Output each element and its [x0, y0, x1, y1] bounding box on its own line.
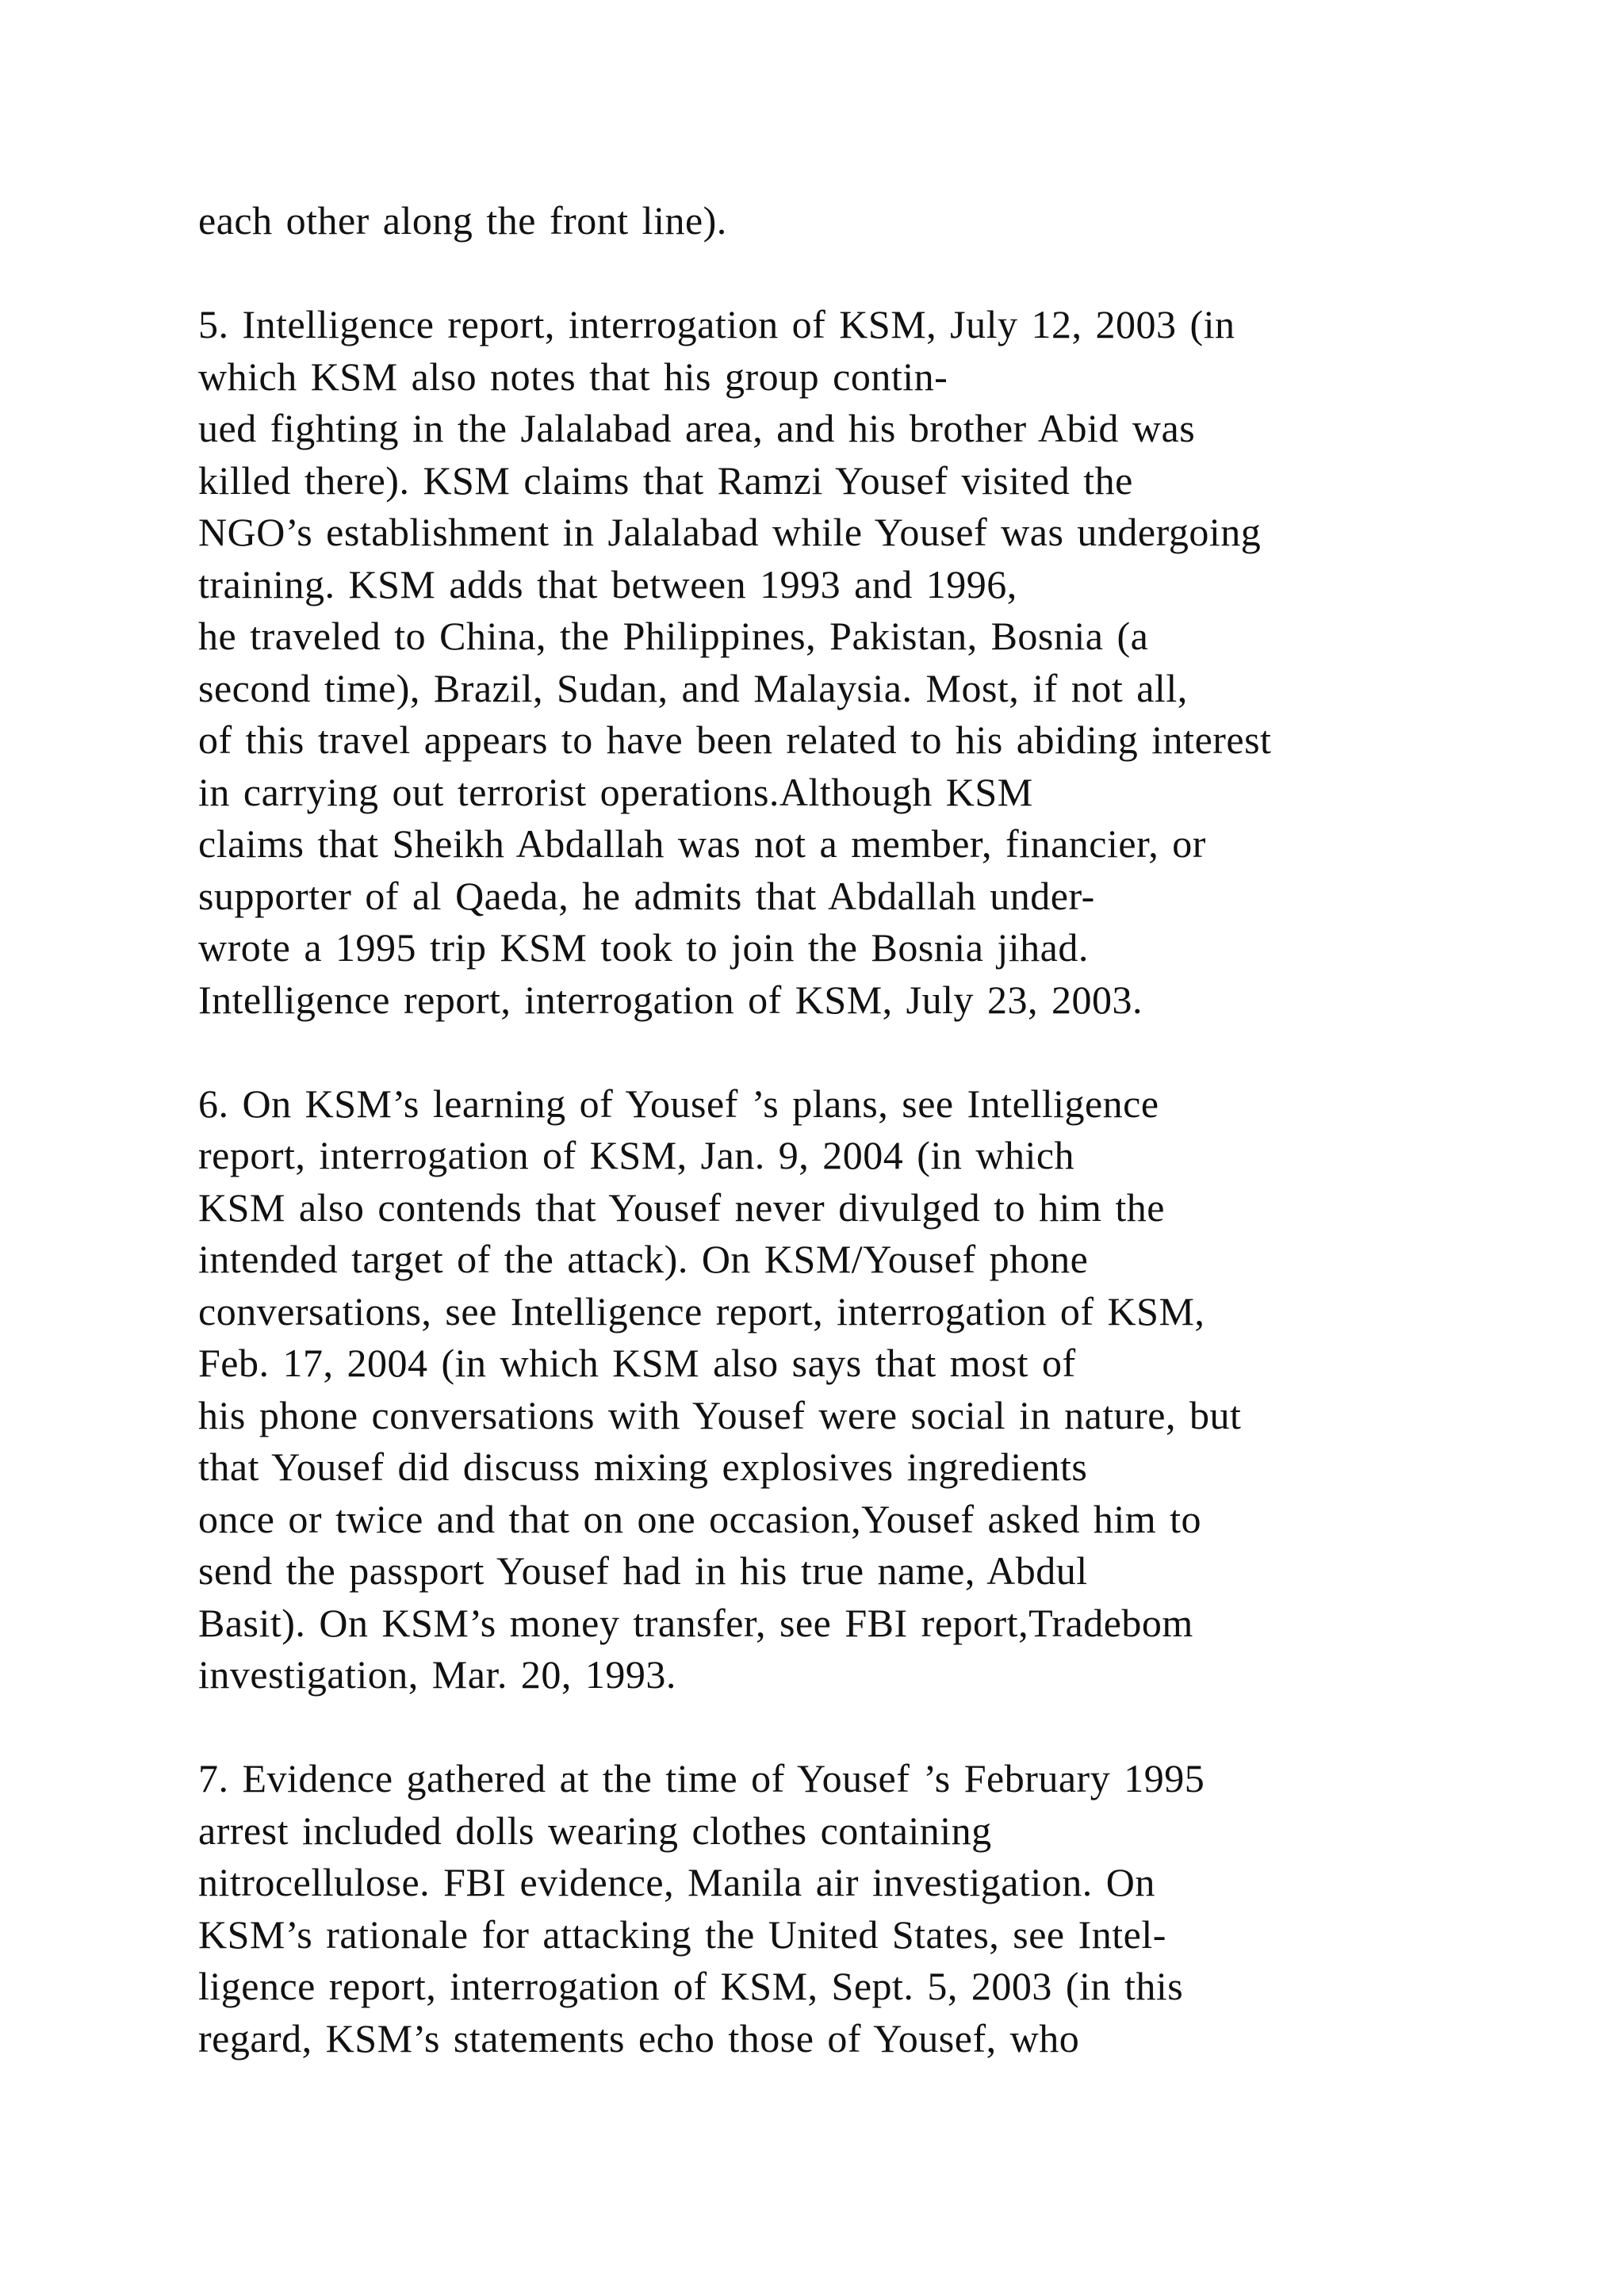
text-line: nitrocellulose. FBI evidence, Manila air investigation. On: [198, 1860, 1155, 1904]
text-line: once or twice and that on one occasion,Yousef asked him to: [198, 1496, 1202, 1541]
note-7: [198, 1753, 1546, 2064]
text-line: investigation, Mar. 20, 1993.: [198, 1652, 676, 1697]
text-line: send the passport Yousef had in his true name, Abdul: [198, 1548, 1088, 1593]
text-line: second time), Brazil, Sudan, and Malaysia. Most, if not all,: [198, 665, 1188, 710]
document-body: [198, 195, 1546, 2064]
text-line: conversations, see Intelligence report, interrogation of KSM,: [198, 1288, 1205, 1334]
text-line: arrest included dolls wearing clothes containing: [198, 1808, 992, 1853]
paragraph-spacer: [198, 1026, 1546, 1078]
text-line: KSM’s rationale for attacking the United States, see Intel-: [198, 1911, 1166, 1957]
text-line: ued fighting in the Jalalabad area, and his brother Abid was: [198, 406, 1196, 450]
text-line: Basit). On KSM’s money transfer, see FBI report,Tradebom: [198, 1600, 1193, 1645]
text-line: his phone conversations with Yousef were social in nature, but: [198, 1392, 1242, 1437]
text-line: he traveled to China, the Philippines, Pakistan, Bosnia (a: [198, 614, 1149, 658]
note-5: [198, 299, 1546, 1026]
text-line: 7. Evidence gathered at the time of Yousef ’s February 1995: [198, 1756, 1205, 1800]
paragraph-spacer: [198, 247, 1546, 300]
text-line: NGO’s establishment in Jalalabad while Yousef was undergoing: [198, 510, 1262, 554]
text-line: each other along the front line).: [198, 198, 727, 243]
note-6: [198, 1078, 1546, 1701]
text-line: training. KSM adds that between 1993 and 1996,: [198, 561, 1017, 607]
text-line: in carrying out terrorist operations.Although KSM: [198, 769, 1033, 814]
paragraph-continuation: [198, 195, 1546, 247]
text-line: that Yousef did discuss mixing explosives ingredients: [198, 1445, 1088, 1489]
text-line: Intelligence report, interrogation of KSM, July 23, 2003.: [198, 977, 1143, 1022]
text-line: report, interrogation of KSM, Jan. 9, 2004 (in which: [198, 1133, 1075, 1177]
text-line: which KSM also notes that his group contin-: [198, 354, 948, 399]
text-line: ligence report, interrogation of KSM, Sept. 5, 2003 (in this: [198, 1964, 1184, 2008]
text-line: supporter of al Qaeda, he admits that Abdallah under-: [198, 873, 1095, 918]
text-line: killed there). KSM claims that Ramzi Yousef visited the: [198, 457, 1133, 503]
text-line: regard, KSM’s statements echo those of Yousef, who: [198, 2015, 1080, 2061]
text-line: of this travel appears to have been related to his abiding interest: [198, 718, 1272, 762]
text-line: intended target of the attack). On KSM/Yousef phone: [198, 1237, 1089, 1281]
paragraph-spacer: [198, 1701, 1546, 1754]
text-line: KSM also contends that Yousef never divulged to him the: [198, 1184, 1165, 1230]
text-line: claims that Sheikh Abdallah was not a member, financier, or: [198, 821, 1206, 866]
text-line: 5. Intelligence report, interrogation of KSM, July 12, 2003 (in: [198, 302, 1235, 346]
text-line: 6. On KSM’s learning of Yousef ’s plans, see Intelligence: [198, 1081, 1159, 1126]
text-line: wrote a 1995 trip KSM took to join the Bosnia jihad.: [198, 925, 1089, 970]
text-line: Feb. 17, 2004 (in which KSM also says that most of: [198, 1341, 1076, 1385]
